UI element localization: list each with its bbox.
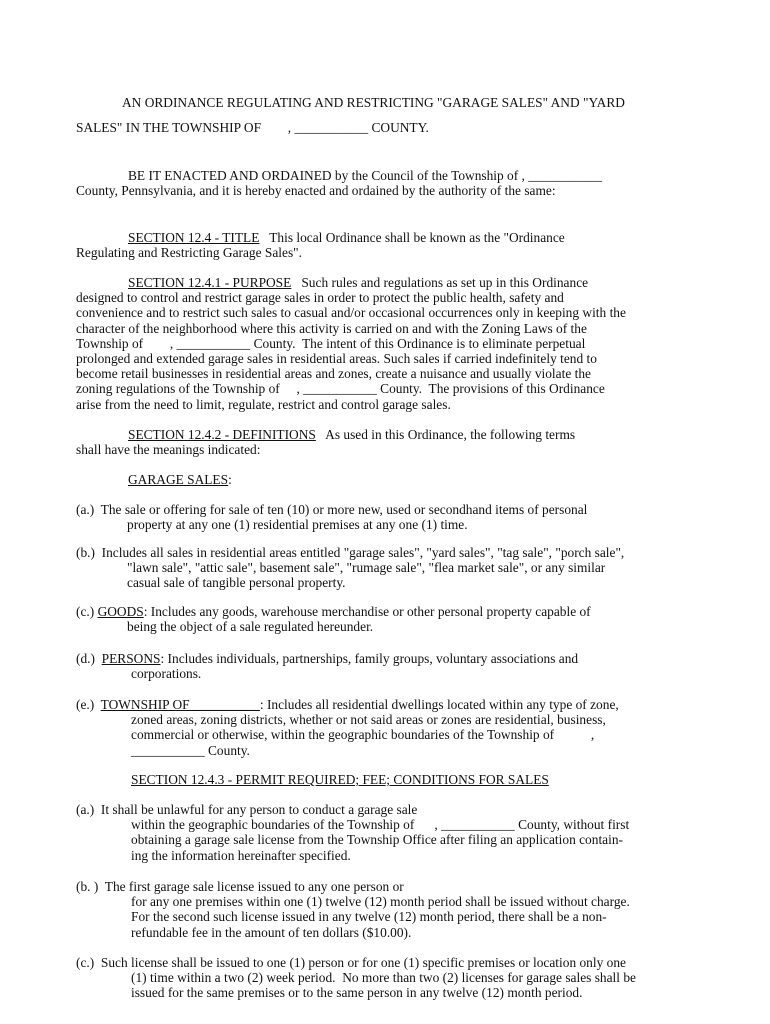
paragraph-line: Township of , ___________ County. The intent of this Ordinance is to eliminate perpetual: [76, 335, 586, 351]
section-12-4-1-heading: SECTION 12.4.1 - PURPOSE: [128, 275, 292, 290]
township-term: TOWNSHIP OF __________: [100, 697, 260, 712]
township-text-1: : Includes all residential dwellings located within any type of zone,: [259, 697, 619, 712]
enacted-line-2: County, Pennsylvania, and it is hereby enacted and ordained by the authority of the same:: [76, 183, 556, 199]
definition-item-b: [76, 545, 688, 591]
section-12-4-text-1: This local Ordinance shall be known as the "Ordinance: [259, 230, 565, 245]
section-12-4-2-text-1: As used in this Ordinance, the following terms: [315, 427, 576, 442]
paragraph-line: prolonged and extended garage sales in residential areas. Such sales if carried indefinitely tend to: [76, 351, 597, 367]
permit-a-line-3: obtaining a garage sale license from the Township Office after filing an application contain-: [131, 832, 623, 848]
permit-a-line-2: within the geographic boundaries of the Township of , ___________ County, without first: [131, 817, 630, 833]
goods-text-2: being the object of a sale regulated hereunder.: [127, 619, 374, 635]
garage-sales-colon: :: [228, 472, 232, 487]
paragraph-line: designed to control and restrict garage sales in order to protect the public health, safety and: [76, 290, 564, 306]
township-text-4: ___________ County.: [131, 742, 250, 758]
township-text-2: zoned areas, zoning districts, whether or not said areas or zones are residential, business,: [131, 712, 606, 728]
permit-item-b: [76, 879, 688, 940]
goods-term: GOODS: [97, 604, 144, 619]
permit-b-line-4: refundable fee in the amount of ten dollars ($10.00).: [131, 924, 412, 940]
township-text-3: commercial or otherwise, within the geographic boundaries of the Township of ,: [131, 727, 595, 743]
paragraph-line: arise from the need to limit, regulate, restrict and control garage sales.: [76, 396, 451, 412]
section-12-4-text-2: Regulating and Restricting Garage Sales".: [76, 245, 302, 261]
section-12-4-heading: SECTION 12.4 - TITLE: [128, 230, 260, 245]
title-line-2: SALES" IN THE TOWNSHIP OF , ___________ COUNTY.: [76, 120, 429, 136]
section-12-4-2-heading: SECTION 12.4.2 - DEFINITIONS: [128, 427, 316, 442]
enacted-line-1: BE IT ENACTED AND ORDAINED by the Council of the Township of , ___________: [128, 168, 602, 183]
definition-township: [76, 697, 688, 758]
persons-prefix: (d.): [76, 651, 102, 666]
permit-b-line-1: (b. ) The first garage sale license issued to any one person or: [76, 879, 404, 894]
paragraph-line: convenience and to restrict such sales to casual and/or occasional occurrences only in keeping with the: [76, 305, 626, 321]
persons-term: PERSONS: [101, 651, 161, 666]
permit-c-line-3: issued for the same premises or to the same person in any twelve (12) month period.: [131, 985, 583, 1001]
permit-b-line-3: For the second such license issued in any twelve (12) month period, there shall be a non-: [131, 909, 607, 925]
section-12-4-3-heading: SECTION 12.4.3 - PERMIT REQUIRED; FEE; CONDITIONS FOR SALES: [131, 772, 549, 787]
item-b-line-2: "lawn sale", "attic sale", basement sale", "rumage sale", "flea market sale", or any similar: [127, 560, 606, 576]
section-12-4-1: [76, 275, 688, 412]
township-prefix: (e.): [76, 697, 101, 712]
ordinance-title: [76, 95, 688, 135]
item-a-line-2: property at any one (1) residential premises at any one (1) time.: [127, 517, 468, 533]
persons-text-1: : Includes individuals, partnerships, family groups, voluntary associations and: [160, 651, 579, 666]
goods-text-1: : Includes any goods, warehouse merchandise or other personal property capable of: [143, 604, 591, 619]
enactment-clause: [76, 168, 688, 198]
goods-prefix: (c.): [76, 604, 98, 619]
paragraph-line: character of the neighborhood where this activity is carried on and with the Zoning Laws of the: [76, 320, 587, 336]
definition-persons: [76, 651, 688, 681]
garage-sales-heading: [76, 472, 688, 487]
permit-item-a: [76, 802, 688, 863]
section-12-4-2: [76, 427, 688, 457]
permit-item-c: [76, 955, 688, 1001]
permit-b-line-2: for any one premises within one (1) twelve (12) month period shall be issued without charge.: [131, 894, 630, 910]
section-12-4-3-heading-block: [76, 772, 688, 787]
definition-item-a: [76, 502, 688, 532]
section-12-4: [76, 230, 688, 260]
permit-a-line-1: (a.) It shall be unlawful for any person to conduct a garage sale: [76, 802, 418, 817]
item-b-line-1: (b.) Includes all sales in residential areas entitled "garage sales", "yard sales", "tag sale", "porch sale",: [76, 545, 625, 560]
definition-goods: [76, 604, 688, 634]
persons-text-2: corporations.: [131, 666, 202, 682]
item-a-line-1: (a.) The sale or offering for sale of ten (10) or more new, used or secondhand items of personal: [76, 502, 588, 517]
section-12-4-2-text-2: shall have the meanings indicated:: [76, 442, 261, 458]
section-12-4-1-text-1: Such rules and regulations as set up in this Ordinance: [291, 275, 589, 290]
permit-c-line-2: (1) time within a two (2) week period. No more than two (2) licenses for garage sales shall be: [131, 970, 636, 986]
garage-sales-term: GARAGE SALES: [128, 472, 229, 487]
paragraph-line: zoning regulations of the Township of , ___________ County. The provisions of this Ordinance: [76, 381, 605, 397]
title-line-1: AN ORDINANCE REGULATING AND RESTRICTING "GARAGE SALES" AND "YARD: [122, 95, 625, 110]
paragraph-line: become retail businesses in residential areas and zones, create a nuisance and usually violate the: [76, 366, 591, 382]
item-b-line-3: casual sale of tangible personal property.: [127, 575, 346, 591]
permit-c-line-1: (c.) Such license shall be issued to one (1) person or for one (1) specific premises or location only one: [76, 955, 626, 970]
permit-a-line-4: ing the information hereinafter specified.: [131, 847, 351, 863]
